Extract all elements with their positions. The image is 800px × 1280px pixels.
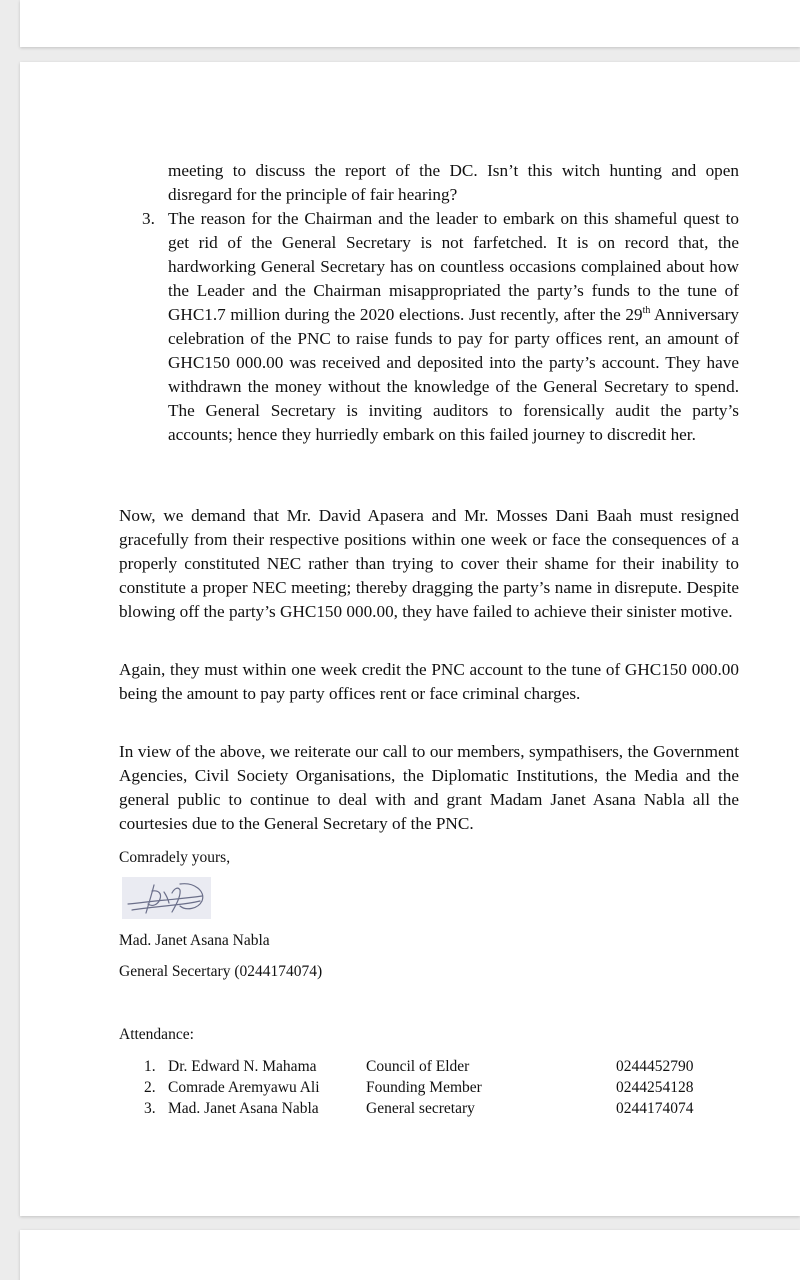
- list-item-3: [142, 207, 739, 447]
- paragraph-credit: Again, they must within one week credit the PNC account to the tune of GHC150 000.00 being the amount to pay party offices rent or face criminal charges.: [119, 660, 739, 703]
- paragraph-demand: Now, we demand that Mr. David Apasera and Mr. Mosses Dani Baah must resigned gracefully from their respective positions within one week or face the consequences of a properly constituted NEC rather than trying to cover their shame for their inability to constitute a proper NEC meeting; thereby dragging the party’s name in disrepute. Despite blowing off the party’s GHC150 000.00, they have failed to achieve their sinister motive.: [119, 506, 739, 621]
- attendance-row: 2. Comrade Aremyawu Ali Founding Member 0244254128: [144, 1079, 694, 1096]
- document-page: [20, 62, 800, 1216]
- next-page: [20, 1230, 800, 1280]
- closing-salutation: Comradely yours,: [119, 849, 231, 866]
- signatory-name: Mad. Janet Asana Nabla: [119, 932, 270, 949]
- previous-page: [20, 0, 800, 47]
- attendee-role: General secretary: [366, 1100, 475, 1117]
- attendee-name: Comrade Aremyawu Ali: [168, 1079, 320, 1096]
- attendee-role: Founding Member: [366, 1079, 482, 1096]
- attendee-role: Council of Elder: [366, 1058, 470, 1075]
- signatory-title: General Secertary (0244174074): [119, 963, 323, 980]
- attendee-phone: 0244174074: [616, 1100, 694, 1117]
- signature-image: [122, 877, 211, 919]
- attendance-label: Attendance:: [119, 1026, 194, 1043]
- superscript: th: [642, 305, 651, 316]
- list-item-text: The reason for the Chairman and the leader to embark on this shameful quest to get rid of the General Secretary is not farfetched. It is on record that, the hardworking General Secretary has on countless occasions complained about how the Leader and the Chairman misappropriated the party’s funds to the tune of GHC1.7 million during the 2020 elections. Just recently, after the 29th Anniversary celebration of the PNC to raise funds to pay for party offices rent, an amount of GHC150 000.00 was received and deposited into the party’s account. They have withdrawn the money without the knowledge of the General Secretary to spend. The General Secretary is inviting auditors to forensically audit the party’s accounts; hence they hurriedly embark on this failed journey to discredit her.: [168, 209, 740, 444]
- list-item-continuation: meeting to discuss the report of the DC. Isn’t this witch hunting and open disregard for the principle of fair hearing?: [168, 161, 739, 204]
- attendee-phone: 0244254128: [616, 1079, 694, 1096]
- attendance-row: 3. Mad. Janet Asana Nabla General secretary 0244174074: [144, 1100, 694, 1117]
- attendance-row: 1. Dr. Edward N. Mahama Council of Elder 0244452790: [144, 1058, 694, 1075]
- attendee-phone: 0244452790: [616, 1058, 694, 1075]
- attendee-name: Mad. Janet Asana Nabla: [168, 1100, 319, 1117]
- attendee-name: Dr. Edward N. Mahama: [168, 1058, 317, 1075]
- paragraph-view: In view of the above, we reiterate our call to our members, sympathisers, the Government Agencies, Civil Society Organisations, the Diplomatic Institutions, the Media and the general public to continue to deal with and grant Madam Janet Asana Nabla all the courtesies due to the General Secretary of the PNC.: [119, 742, 739, 833]
- list-number: 3.: [142, 209, 155, 228]
